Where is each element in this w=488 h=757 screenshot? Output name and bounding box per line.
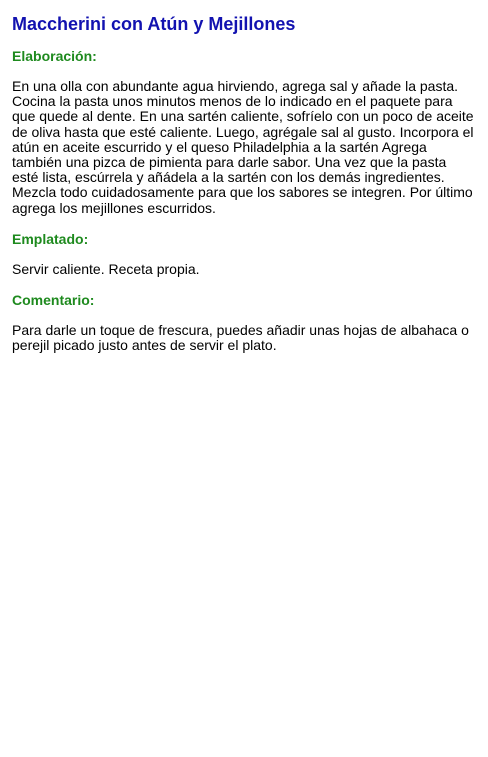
emplatado-heading: Emplatado: [12, 230, 89, 247]
emplatado-text: Servir caliente. Receta propia. [12, 260, 200, 277]
comentario-heading: Comentario: [12, 292, 95, 309]
recipe-title: Maccherini con Atún y Mejillones [12, 14, 296, 34]
comentario-text: Para darle un toque de frescura, puedes añadir unas hojas de albahaca o perejil picado justo antes de servir el plato. [12, 322, 469, 354]
recipe-page [0, 0, 488, 353]
elaboracion-heading: Elaboración: [12, 48, 97, 64]
elaboracion-text: En una olla con abundante agua hirviendo, agrega sal y añade la pasta. Cocina la pasta unos minutos menos de lo indicado en el paquete para que quede al dente. En una sartén caliente, sofríelo con un poco de aceite de oliva hasta que esté caliente. Luego, agrégale sal al gusto. Incorpora el atún en aceite escurrido y el queso Philadelphia a la sartén Agrega también una pizca de pimienta para darle sabor. Una vez que la pasta esté lista, escúrrela y añádela a la sartén con los demás ingredientes. Mezcla todo cuidadosamente para que los sabores se integren. Por último agrega los mejillones escurridos. [12, 78, 474, 216]
